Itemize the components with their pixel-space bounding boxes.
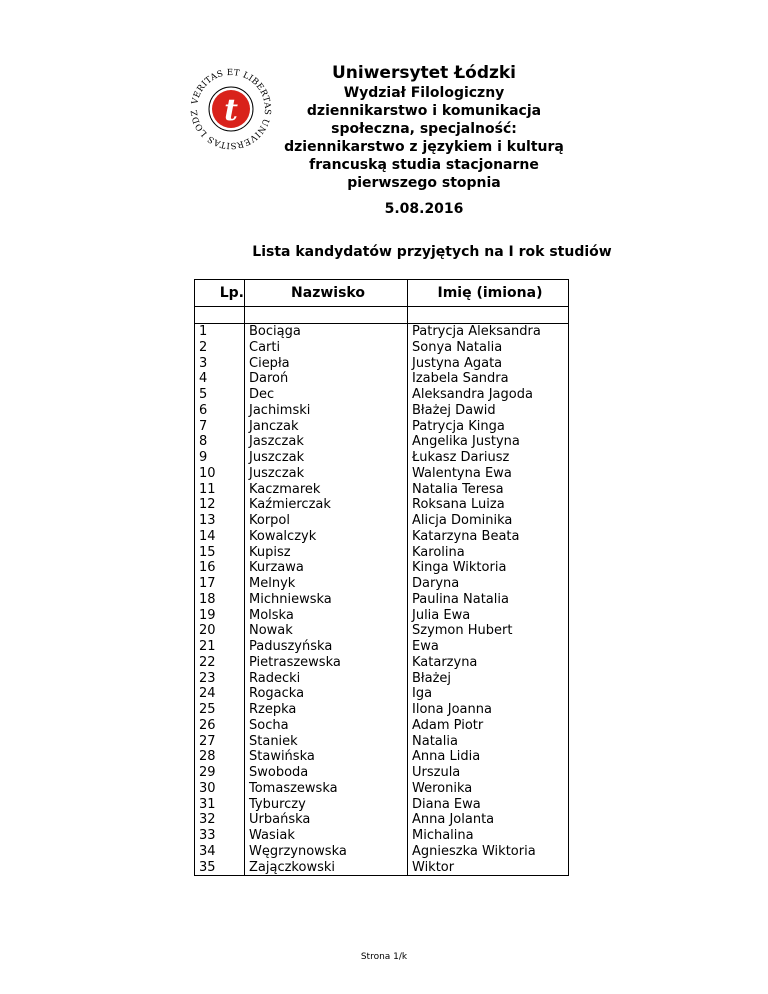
list-title: Lista kandydatów przyjętych na I rok studiów [252,244,612,260]
table-row [195,718,569,734]
row-surname: Paduszyńska [245,639,408,655]
row-surname: Swoboda [245,765,408,781]
row-first-name: Karolina [408,544,569,560]
row-lp: 34 [195,844,245,860]
row-surname: Staniek [245,733,408,749]
row-first-name: Julia Ewa [408,607,569,623]
table-row [195,623,569,639]
table-row [195,418,569,434]
document-header [268,63,580,192]
faculty-line: francuską studia stacjonarne [309,157,539,173]
row-lp: 26 [195,718,245,734]
row-first-name: Sonya Natalia [408,340,569,356]
table-row [195,466,569,482]
page-footer: Strona 1/k [360,952,408,962]
faculty-line: dziennikarstwo z językiem i kulturą [284,139,564,155]
row-lp: 31 [195,796,245,812]
row-first-name: Urszula [408,765,569,781]
row-lp: 10 [195,466,245,482]
row-first-name: Wiktor [408,859,569,875]
row-lp: 15 [195,544,245,560]
row-surname: Rogacka [245,686,408,702]
table-row [195,765,569,781]
row-first-name: Błażej [408,670,569,686]
table-row [195,592,569,608]
row-lp: 30 [195,781,245,797]
table-row [195,355,569,371]
row-first-name: Agnieszka Wiktoria [408,844,569,860]
row-first-name: Kinga Wiktoria [408,560,569,576]
row-lp: 18 [195,592,245,608]
table-row [195,560,569,576]
faculty-line: społeczna, specjalność: [331,121,517,137]
row-first-name: Roksana Luiza [408,497,569,513]
row-surname: Radecki [245,670,408,686]
table-row [195,733,569,749]
row-first-name: Natalia Teresa [408,481,569,497]
row-first-name: Ilona Joanna [408,702,569,718]
row-surname: Węgrzynowska [245,844,408,860]
row-lp: 14 [195,529,245,545]
table-row [195,387,569,403]
university-logo [186,64,276,154]
row-surname: Stawińska [245,749,408,765]
row-surname: Rzepka [245,702,408,718]
table-row [195,371,569,387]
university-lodz-logo-icon [186,64,276,154]
row-surname: Pietraszewska [245,655,408,671]
row-lp: 24 [195,686,245,702]
table-row [195,513,569,529]
row-surname: Molska [245,607,408,623]
row-lp: 21 [195,639,245,655]
logo-ring-text: VERITAS ET LIBERTAS UNIVERSITAS LODZ [189,67,273,151]
row-lp: 29 [195,765,245,781]
logo-mark: t [224,93,238,128]
row-surname: Melnyk [245,576,408,592]
row-first-name: Adam Piotr [408,718,569,734]
row-lp: 3 [195,355,245,371]
row-lp: 8 [195,434,245,450]
row-first-name: Diana Ewa [408,796,569,812]
row-lp: 4 [195,371,245,387]
row-first-name: Szymon Hubert [408,623,569,639]
table-row [195,639,569,655]
university-name: Uniwersytet Łódzki [331,63,517,83]
row-first-name: Aleksandra Jagoda [408,387,569,403]
table-row [195,450,569,466]
row-first-name: Błażej Dawid [408,403,569,419]
row-lp: 32 [195,812,245,828]
table-row [195,576,569,592]
row-first-name: Łukasz Dariusz [408,450,569,466]
faculty-line: pierwszego stopnia [347,175,501,191]
row-first-name: Justyna Agata [408,355,569,371]
header-first-name: Imię (imiona) [408,280,569,307]
row-lp: 5 [195,387,245,403]
table-row [195,749,569,765]
row-surname: Wasiak [245,828,408,844]
row-lp: 6 [195,403,245,419]
row-surname: Daroń [245,371,408,387]
table-row [195,403,569,419]
row-first-name: Anna Lidia [408,749,569,765]
row-surname: Korpol [245,513,408,529]
row-lp: 9 [195,450,245,466]
row-lp: 23 [195,670,245,686]
table-row [195,812,569,828]
row-lp: 33 [195,828,245,844]
row-first-name: Patrycja Aleksandra [408,323,569,339]
row-surname: Bociąga [245,323,408,339]
row-lp: 27 [195,733,245,749]
row-surname: Ciepła [245,355,408,371]
row-first-name: Patrycja Kinga [408,418,569,434]
table-row [195,670,569,686]
row-surname: Janczak [245,418,408,434]
row-surname: Kaźmierczak [245,497,408,513]
document-date: 5.08.2016 [384,201,464,217]
row-lp: 16 [195,560,245,576]
candidates-table [194,279,569,876]
table-row [195,796,569,812]
table-row [195,844,569,860]
faculty-line: Wydział Filologiczny [343,85,505,101]
row-first-name: Alicja Dominika [408,513,569,529]
row-surname: Michniewska [245,592,408,608]
row-lp: 28 [195,749,245,765]
row-surname: Tyburczy [245,796,408,812]
table-row [195,859,569,875]
header-spacer-row [195,307,569,324]
table-row [195,544,569,560]
table-row [195,702,569,718]
row-first-name: Daryna [408,576,569,592]
row-lp: 2 [195,340,245,356]
row-first-name: Natalia [408,733,569,749]
row-surname: Kurzawa [245,560,408,576]
table-row [195,655,569,671]
row-surname: Zajączkowski [245,859,408,875]
row-surname: Carti [245,340,408,356]
table-header-row [195,280,569,307]
table-row [195,686,569,702]
row-surname: Kaczmarek [245,481,408,497]
table-row [195,481,569,497]
row-surname: Jachimski [245,403,408,419]
row-first-name: Michalina [408,828,569,844]
table-row [195,434,569,450]
table-row [195,529,569,545]
row-lp: 1 [195,323,245,339]
faculty-line: dziennikarstwo i komunikacja [306,103,542,119]
table-row [195,497,569,513]
row-first-name: Walentyna Ewa [408,466,569,482]
row-first-name: Weronika [408,781,569,797]
row-surname: Nowak [245,623,408,639]
row-lp: 20 [195,623,245,639]
row-first-name: Angelika Justyna [408,434,569,450]
row-surname: Juszczak [245,466,408,482]
row-surname: Kupisz [245,544,408,560]
row-surname: Juszczak [245,450,408,466]
row-lp: 13 [195,513,245,529]
table-row [195,323,569,339]
table-row [195,340,569,356]
table-row [195,781,569,797]
row-first-name: Anna Jolanta [408,812,569,828]
row-lp: 12 [195,497,245,513]
row-first-name: Iga [408,686,569,702]
row-surname: Tomaszewska [245,781,408,797]
row-lp: 17 [195,576,245,592]
row-first-name: Katarzyna [408,655,569,671]
row-surname: Kowalczyk [245,529,408,545]
header-surname: Nazwisko [245,280,408,307]
row-surname: Dec [245,387,408,403]
row-lp: 11 [195,481,245,497]
row-surname: Socha [245,718,408,734]
table-row [195,607,569,623]
row-surname: Urbańska [245,812,408,828]
row-lp: 22 [195,655,245,671]
table-row [195,828,569,844]
row-first-name: Ewa [408,639,569,655]
row-lp: 35 [195,859,245,875]
row-first-name: Katarzyna Beata [408,529,569,545]
row-lp: 19 [195,607,245,623]
row-surname: Jaszczak [245,434,408,450]
row-lp: 25 [195,702,245,718]
row-first-name: Paulina Natalia [408,592,569,608]
header-lp: Lp. [195,280,245,307]
row-lp: 7 [195,418,245,434]
table-body [195,323,569,875]
row-first-name: Izabela Sandra [408,371,569,387]
